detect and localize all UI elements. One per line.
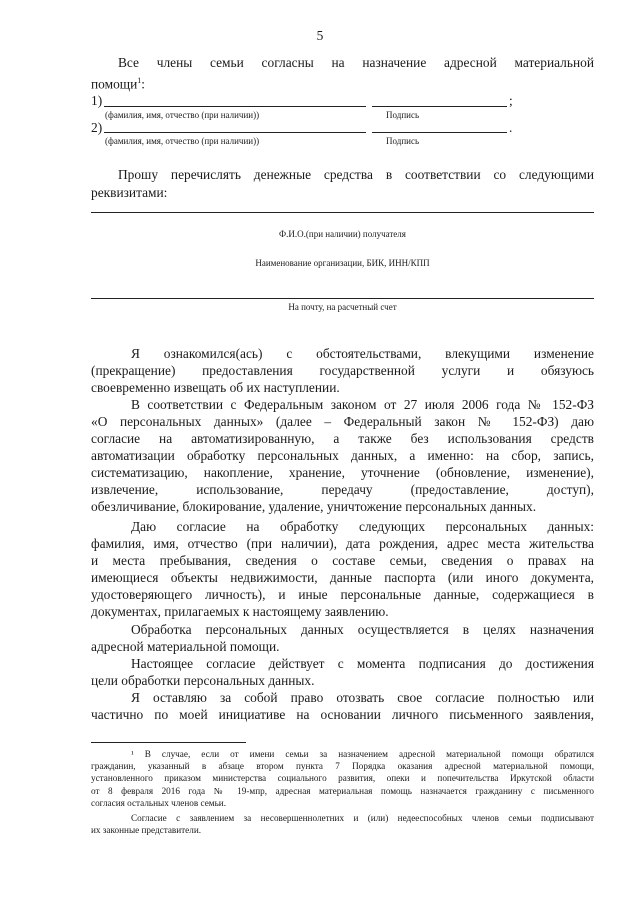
family-consent-line1: Все члены семьи согласны на назначение адресной материальной: [118, 55, 594, 70]
paragraph-processing-purpose: Обработка персональных данных осуществляется в целях назначения адресной материальной помощи.: [91, 622, 594, 654]
member-row2-end: .: [509, 120, 513, 135]
member2-fio-caption: (фамилия, имя, отчество (при наличии)): [105, 136, 260, 146]
transfer-line2: реквизитами:: [91, 185, 168, 200]
paragraph-acknowledgement: Я ознакомился(ась) с обстоятельствами, влекущими изменение (прекращение) предоставления государственной услуги и обязуюсь своевременно извещать об их наступлении.: [91, 346, 594, 395]
member1-fio-caption: (фамилия, имя, отчество (при наличии)): [105, 110, 260, 120]
member1-signature-line[interactable]: [372, 106, 507, 107]
footnote-1: ¹ В случае, если от имени семьи за назначением адресной материальной помощи обратился гражданин, указанный в абзаце втором пункта 7 Порядка оказания адресной материальной помощи, установленного приказом министерства социального развития, опеки и попечительства Иркутской области от 8 февраля 2016 года № 19-мпр, адресная материальная помощь назначается гражданину с письменного согласия остальных членов семьи.: [91, 749, 594, 808]
paragraph-consent-validity: Настоящее согласие действует с момента подписания до достижения цели обработки персональных данных.: [91, 656, 594, 688]
member-row1-number: 1): [91, 93, 103, 108]
account-caption: На почту, на расчетный счет: [288, 302, 397, 312]
member-row1-end: ;: [509, 93, 513, 108]
paragraph-consent-withdrawal: Я оставляю за собой право отозвать свое согласие полностью или частично по моей инициативе на основании личного письменного заявления,: [91, 690, 594, 722]
footnote-separator: [91, 742, 246, 743]
member2-signature-caption: Подпись: [386, 136, 420, 146]
paragraph-personal-data-list: Даю согласие на обработку следующих персональных данных: фамилия, имя, отчество (при наличии), дата рождения, адрес места жительства и места пребывания, сведения о составе семьи, сведения о правах на имеющиеся объекты недвижимости, данные паспорта (или иного документа, удостоверяющего личность), и иные персональные данные, содержащиеся в документах, прилагаемых к настоящему заявлению.: [91, 519, 594, 619]
member2-fio-line[interactable]: [104, 132, 366, 133]
paragraph-consent-processing: В соответствии с Федеральным законом от 27 июля 2006 года № 152-ФЗ «О персональных данных» (далее – Федеральный закон № 152-ФЗ) даю согласие на автоматизированную, а также без использования средств автоматизации обработку персональных данных, а именно: на сбор, запись, систематизацию, накопление, хранение, уточнение (обновление, изменение), извлечение, использование, передачу (предоставление, доступ), обезличивание, блокирование, удаление, уничтожение персональных данных.: [91, 397, 594, 514]
recipient-caption: Ф.И.О.(при наличии) получателя: [279, 229, 406, 239]
member-row2-number: 2): [91, 120, 103, 135]
account-line[interactable]: [91, 298, 594, 299]
recipient-line[interactable]: [91, 212, 594, 213]
page-number: 5: [316, 28, 324, 43]
transfer-line1: Прошу перечислять денежные средства в соответствии со следующими: [118, 167, 594, 182]
member1-fio-line[interactable]: [104, 106, 366, 107]
family-consent-line2: помощи$^1$:: [91, 76, 145, 92]
organization-caption: Наименование организации, БИК, ИНН/КПП: [255, 258, 430, 268]
member1-signature-caption: Подпись: [386, 110, 420, 120]
member2-signature-line[interactable]: [372, 132, 507, 133]
footnote-ref: 1: [137, 76, 142, 85]
footnote-2: Согласие с заявлением за несовершеннолетних и (или) недееспособных членов семьи подписывают их законные представители.: [91, 813, 594, 836]
